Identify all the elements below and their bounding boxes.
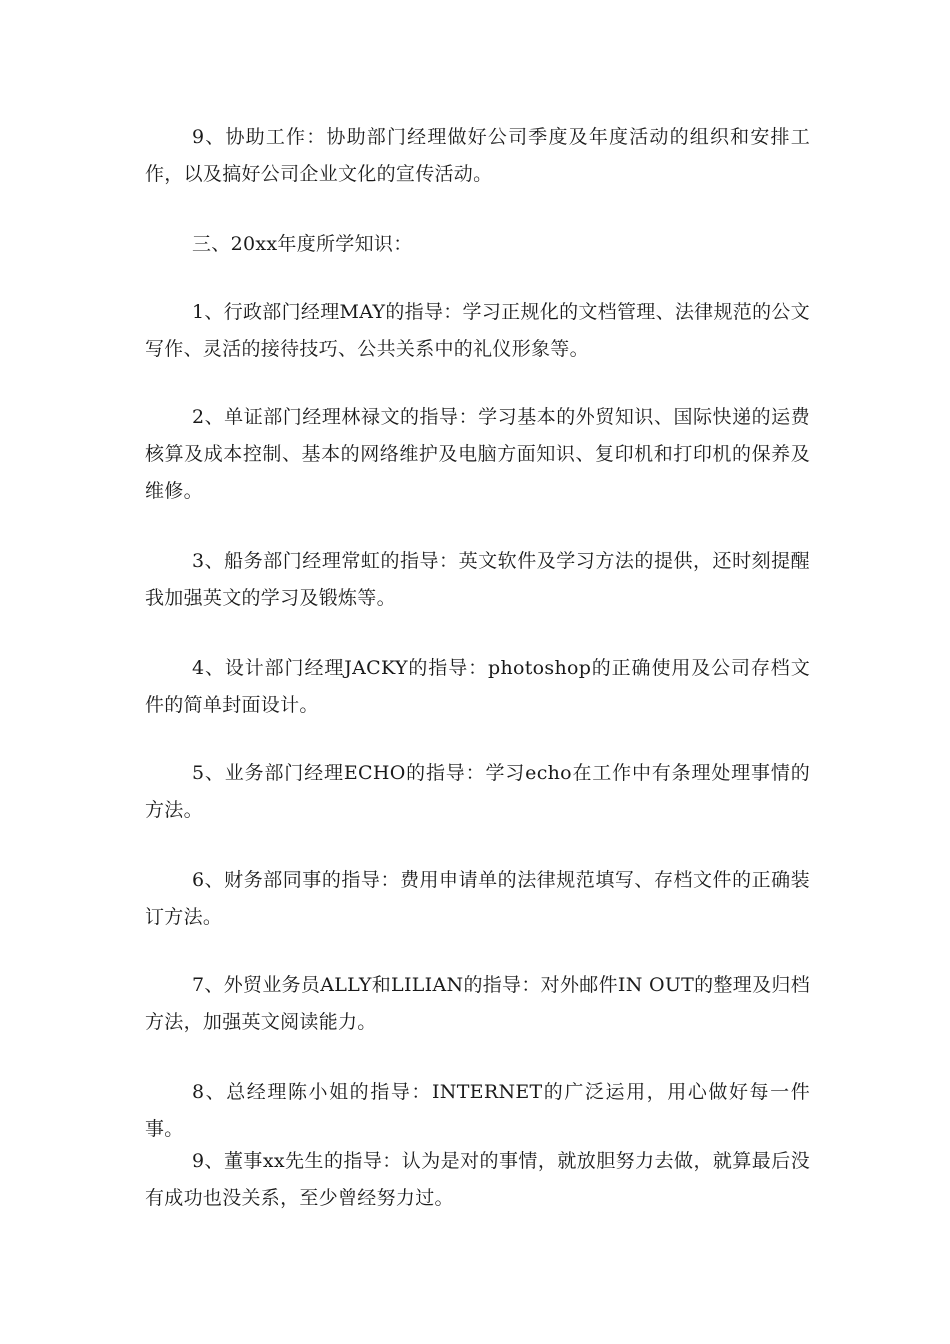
paragraph-director: 9、董事xx先生的指导：认为是对的事情，就放胆努力去做，就算最后没有成功也没关系，至少曾经努力过。 [145, 1150, 810, 1209]
paragraph-design-manager: 4、设计部门经理JACKY的指导：photoshop的正确使用及公司存档文件的简单封面设计。 [145, 657, 810, 716]
paragraph-trade-staff: 7、外贸业务员ALLY和LILIAN的指导：对外邮件IN OUT的整理及归档方法，加强英文阅读能力。 [145, 974, 810, 1033]
paragraph-business-manager: 5、业务部门经理ECHO的指导：学习echo在工作中有条理处理事情的方法。 [145, 762, 810, 821]
paragraph-documents-manager: 2、单证部门经理林禄文的指导：学习基本的外贸知识、国际快递的运费核算及成本控制、基本的网络维护及电脑方面知识、复印机和打印机的保养及维修。 [145, 406, 810, 502]
section-heading-knowledge: 三、20xx年度所学知识： [192, 233, 413, 255]
paragraph-general-manager: 8、总经理陈小姐的指导：INTERNET的广泛运用，用心做好每一件事。 [145, 1081, 810, 1140]
paragraph-finance-colleague: 6、财务部同事的指导：费用申请单的法律规范填写、存档文件的正确装订方法。 [145, 869, 810, 928]
paragraph-admin-manager: 1、行政部门经理MAY的指导：学习正规化的文档管理、法律规范的公文写作、灵活的接待技巧、公共关系中的礼仪形象等。 [145, 301, 810, 360]
paragraph-assist-work: 9、协助工作：协助部门经理做好公司季度及年度活动的组织和安排工作，以及搞好公司企业文化的宣传活动。 [145, 126, 810, 185]
paragraph-shipping-manager: 3、船务部门经理常虹的指导：英文软件及学习方法的提供，还时刻提醒我加强英文的学习及锻炼等。 [145, 550, 810, 609]
